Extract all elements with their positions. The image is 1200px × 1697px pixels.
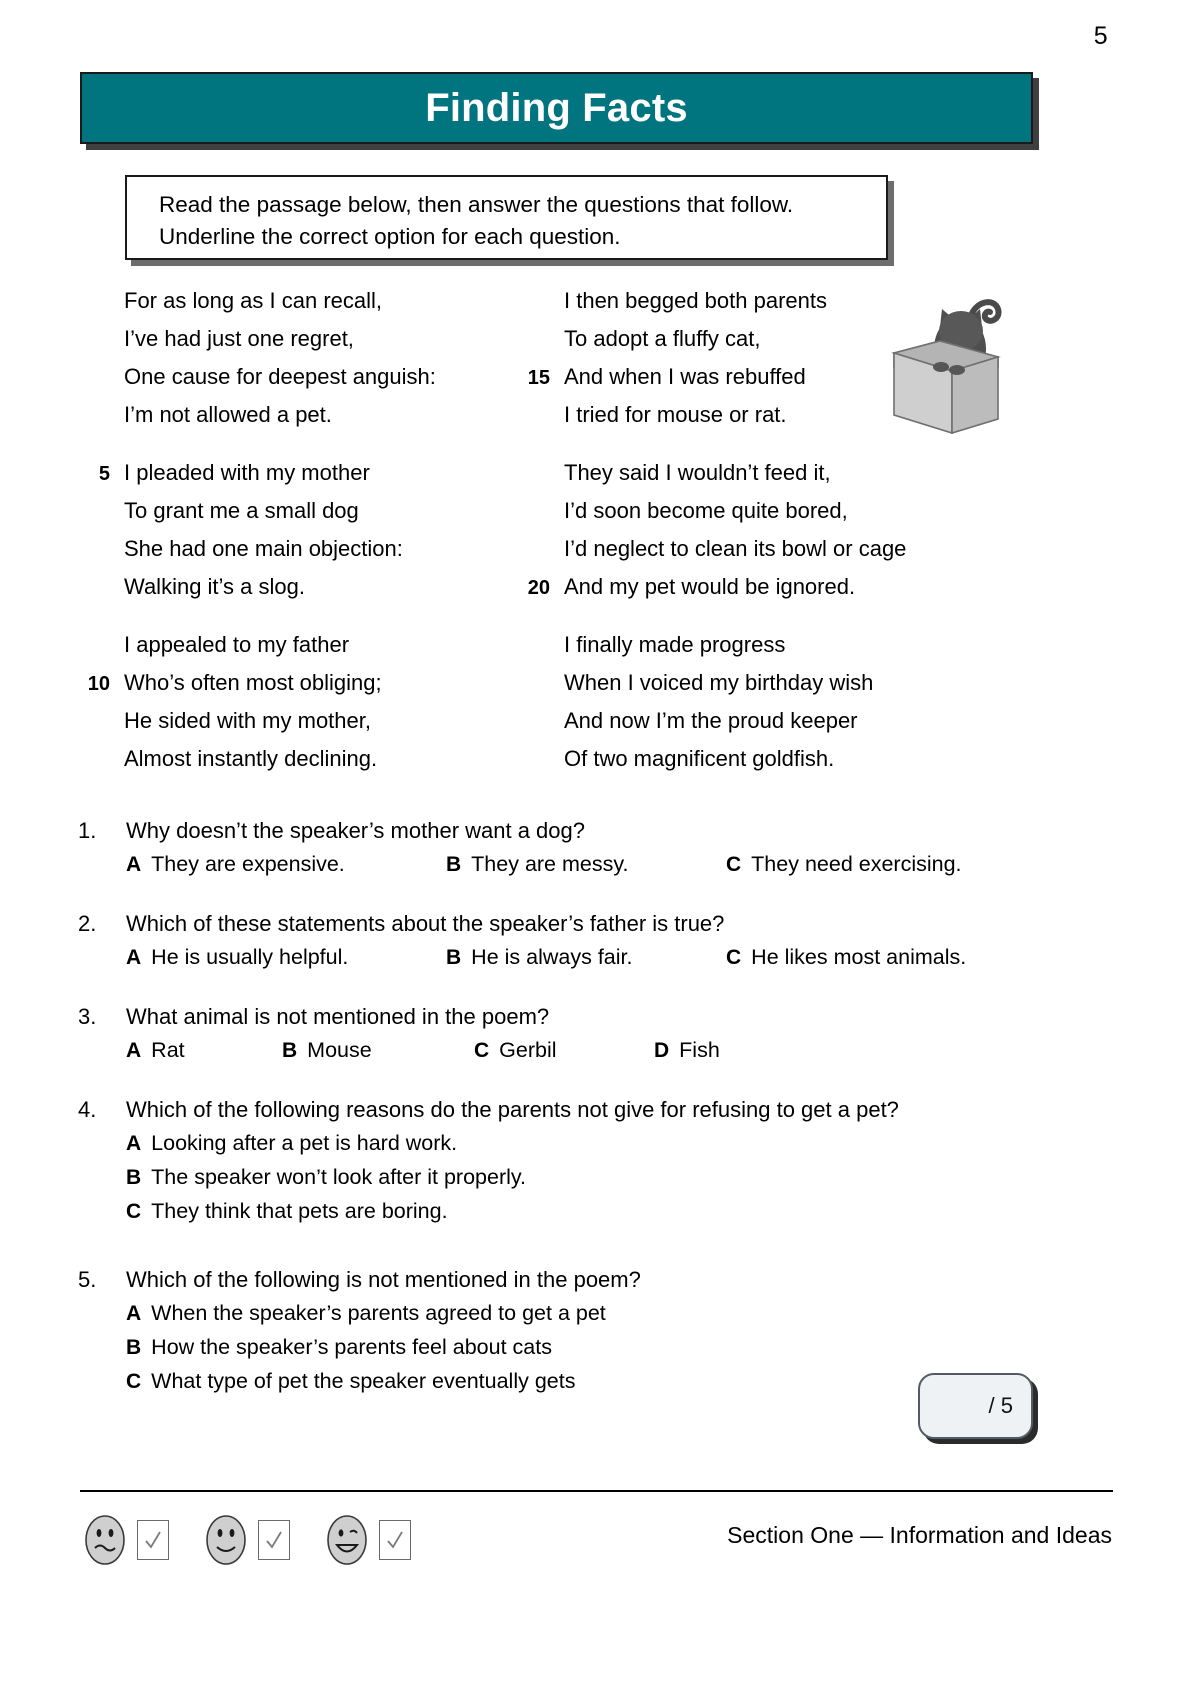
- poem-stanza: [78, 288, 518, 440]
- option-letter: B: [446, 853, 462, 876]
- answer-option[interactable]: [126, 1199, 1038, 1233]
- answer-option[interactable]: [726, 945, 966, 970]
- page-number: 5: [1093, 22, 1108, 50]
- question-number: 5.: [78, 1267, 97, 1292]
- poem-line-text: They said I wouldn’t feed it,: [564, 460, 831, 485]
- answer-option[interactable]: [126, 1131, 1038, 1165]
- option-letter: A: [126, 1039, 142, 1062]
- happy-face-icon: [324, 1514, 370, 1566]
- question-text: What animal is not mentioned in the poem?: [126, 1004, 550, 1029]
- poem-line-text: And my pet would be ignored.: [564, 574, 856, 599]
- question-block: [78, 1004, 1038, 1063]
- question-number: 3.: [78, 1004, 97, 1029]
- poem-line-text: I’ve had just one regret,: [124, 326, 354, 351]
- check-icon: [385, 1530, 405, 1550]
- answer-options: [78, 945, 1038, 970]
- option-letter: D: [654, 1039, 670, 1062]
- question-row: [78, 818, 1038, 844]
- tick-checkbox-confident[interactable]: [379, 1520, 411, 1560]
- option-text: When the speaker’s parents agreed to get a pet: [151, 1301, 606, 1325]
- poem-line: [78, 670, 518, 708]
- poem-line: [518, 746, 958, 784]
- poem-stanza: [518, 460, 958, 612]
- poem-line-text: To adopt a fluffy cat,: [564, 326, 761, 351]
- option-text: Fish: [679, 1038, 720, 1062]
- neutral-face-icon: [82, 1514, 128, 1566]
- question-number: 4.: [78, 1097, 97, 1122]
- poem-line-text: I appealed to my father: [124, 632, 350, 657]
- poem-line: [78, 460, 518, 498]
- instruction-line-2: Underline the correct option for each question.: [159, 224, 621, 249]
- option-text: They are expensive.: [151, 852, 345, 876]
- poem-left-column: [78, 288, 518, 804]
- poem-line-text: I pleaded with my mother: [124, 460, 370, 485]
- question-row: [78, 911, 1038, 937]
- poem-line: [78, 364, 518, 402]
- option-text: He is always fair.: [471, 945, 633, 969]
- option-text: They think that pets are boring.: [151, 1199, 448, 1223]
- option-text: Looking after a pet is hard work.: [151, 1131, 458, 1155]
- poem-line: [518, 670, 958, 708]
- answer-options: [78, 1301, 1038, 1403]
- option-letter: C: [726, 853, 742, 876]
- poem-line: [518, 460, 958, 498]
- answer-option[interactable]: [126, 1369, 1038, 1403]
- question-text: Why doesn’t the speaker’s mother want a dog?: [126, 818, 586, 843]
- poem-line-text: I tried for mouse or rat.: [564, 402, 787, 427]
- poem-line: [78, 746, 518, 784]
- answer-option[interactable]: [126, 1335, 1038, 1369]
- poem-line-text: I’d neglect to clean its bowl or cage: [564, 536, 907, 561]
- answer-option[interactable]: [126, 1038, 282, 1063]
- poem-line: [78, 536, 518, 574]
- poem-line-text: Walking it’s a slog.: [124, 574, 305, 599]
- page-title: Finding Facts: [425, 86, 688, 130]
- answer-option[interactable]: [446, 945, 726, 970]
- instruction-line-1: Read the passage below, then answer the questions that follow.: [159, 192, 794, 217]
- option-letter: A: [126, 853, 142, 876]
- question-text: Which of the following reasons do the parents not give for refusing to get a pet?: [126, 1097, 899, 1122]
- option-letter: A: [126, 1132, 142, 1155]
- confidence-group-okay: [203, 1514, 290, 1566]
- poem-stanza: [78, 632, 518, 784]
- answer-options: [78, 1131, 1038, 1233]
- page-footer: [0, 1490, 1200, 1610]
- question-row: [78, 1004, 1038, 1030]
- option-text: Mouse: [307, 1038, 372, 1062]
- poem-line: [78, 402, 518, 440]
- poem-line-text: For as long as I can recall,: [124, 288, 383, 313]
- poem-line-text: Of two magnificent goldfish.: [564, 746, 835, 771]
- question-number: 1.: [78, 818, 97, 843]
- poem-line-text: Who’s often most obliging;: [124, 670, 382, 695]
- title-banner: [80, 72, 1033, 144]
- poem-line: [518, 536, 958, 574]
- poem-line: [78, 498, 518, 536]
- option-letter: B: [282, 1039, 298, 1062]
- confidence-group-unsure: [82, 1514, 169, 1566]
- option-letter: C: [726, 946, 742, 969]
- poem-line-text: Almost instantly declining.: [124, 746, 378, 771]
- check-icon: [143, 1530, 163, 1550]
- question-block: [78, 1097, 1038, 1233]
- poem-line-text: I’m not allowed a pet.: [124, 402, 332, 427]
- question-text: Which of the following is not mentioned in the poem?: [126, 1267, 641, 1292]
- tick-checkbox-okay[interactable]: [258, 1520, 290, 1560]
- instruction-box: [125, 175, 888, 260]
- cat-in-box-icon: [878, 283, 1008, 448]
- option-text: He is usually helpful.: [151, 945, 349, 969]
- option-text: How the speaker’s parents feel about cats: [151, 1335, 552, 1359]
- question-text: Which of these statements about the speaker’s father is true?: [126, 911, 725, 936]
- tick-checkbox-unsure[interactable]: [137, 1520, 169, 1560]
- option-text: They are messy.: [471, 852, 629, 876]
- confidence-group-confident: [324, 1514, 411, 1566]
- option-letter: A: [126, 946, 142, 969]
- poem-line-text: When I voiced my birthday wish: [564, 670, 874, 695]
- poem-line-number: 15: [527, 367, 550, 389]
- question-row: [78, 1097, 1038, 1123]
- poem-stanza: [78, 460, 518, 612]
- poem-line: [518, 632, 958, 670]
- poem-line-text: I’d soon become quite bored,: [564, 498, 848, 523]
- poem-line: [78, 288, 518, 326]
- questions-list: [78, 818, 1038, 1437]
- slight-smile-face-icon: [203, 1514, 249, 1566]
- answer-option[interactable]: [474, 1038, 654, 1063]
- footer-divider: [80, 1490, 1113, 1492]
- answer-option[interactable]: [282, 1038, 474, 1063]
- answer-option[interactable]: [126, 945, 446, 970]
- confidence-rating-row: [82, 1514, 445, 1566]
- option-text: Rat: [151, 1038, 185, 1062]
- option-letter: C: [474, 1039, 490, 1062]
- poem-line: [518, 574, 958, 612]
- option-text: What type of pet the speaker eventually gets: [151, 1369, 576, 1393]
- question-block: [78, 818, 1038, 877]
- question-row: [78, 1267, 1038, 1293]
- answer-option[interactable]: [446, 852, 726, 877]
- poem-line: [518, 708, 958, 746]
- question-number: 2.: [78, 911, 97, 936]
- option-letter: C: [126, 1200, 142, 1223]
- poem-line-text: And when I was rebuffed: [564, 364, 806, 389]
- score-box[interactable]: [918, 1373, 1033, 1439]
- answer-options: [78, 852, 1038, 877]
- poem-line-number: 10: [87, 673, 110, 695]
- answer-option[interactable]: [126, 1165, 1038, 1199]
- option-text: He likes most animals.: [751, 945, 967, 969]
- option-text: They need exercising.: [751, 852, 962, 876]
- poem-line-text: One cause for deepest anguish:: [124, 364, 436, 389]
- score-value: / 5: [988, 1393, 1013, 1418]
- poem-line: [78, 632, 518, 670]
- poem-line-number: 20: [527, 577, 550, 599]
- poem-passage: [78, 288, 958, 804]
- option-letter: A: [126, 1302, 142, 1325]
- poem-line-text: I finally made progress: [564, 632, 786, 657]
- poem-line: [78, 326, 518, 364]
- answer-option[interactable]: [654, 1038, 720, 1063]
- option-letter: B: [126, 1336, 142, 1359]
- option-text: Gerbil: [499, 1038, 557, 1062]
- section-label: Section One — Information and Ideas: [727, 1522, 1112, 1548]
- poem-line-text: To grant me a small dog: [124, 498, 359, 523]
- option-letter: B: [126, 1166, 142, 1189]
- answer-options: [78, 1038, 1038, 1063]
- poem-line: [518, 498, 958, 536]
- answer-option[interactable]: [726, 852, 962, 877]
- answer-option[interactable]: [126, 852, 446, 877]
- option-letter: B: [446, 946, 462, 969]
- poem-stanza: [518, 632, 958, 784]
- poem-line-text: I then begged both parents: [564, 288, 827, 313]
- option-letter: C: [126, 1370, 142, 1393]
- poem-line: [78, 574, 518, 612]
- answer-option[interactable]: [126, 1301, 1038, 1335]
- poem-line-text: He sided with my mother,: [124, 708, 371, 733]
- poem-line-number: 5: [98, 463, 110, 485]
- option-text: The speaker won’t look after it properly.: [151, 1165, 527, 1189]
- question-block: [78, 1267, 1038, 1403]
- poem-line-text: She had one main objection:: [124, 536, 403, 561]
- poem-line: [78, 708, 518, 746]
- poem-line-text: And now I’m the proud keeper: [564, 708, 858, 733]
- question-block: [78, 911, 1038, 970]
- check-icon: [264, 1530, 284, 1550]
